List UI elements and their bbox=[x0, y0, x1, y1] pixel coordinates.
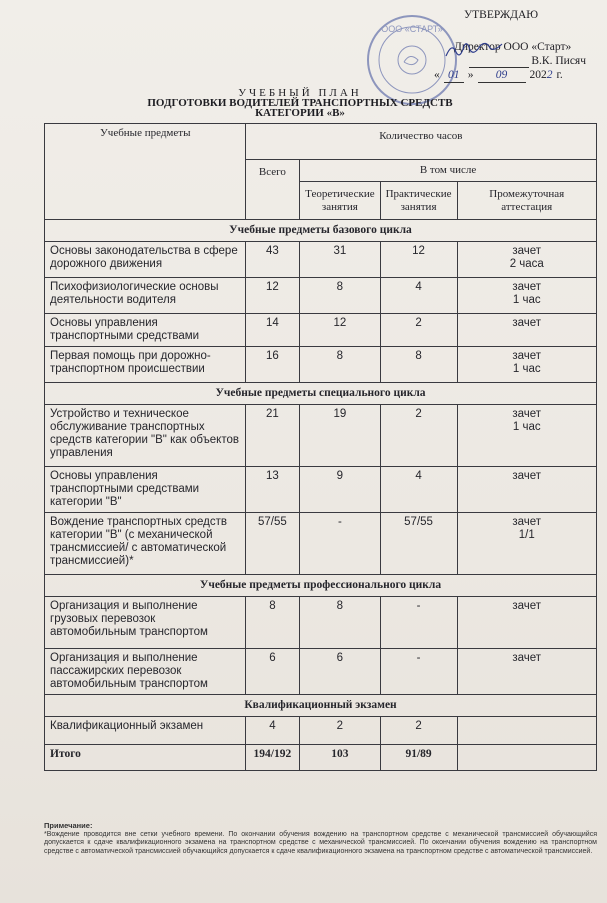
table-row bbox=[45, 649, 597, 695]
hours-practice: - bbox=[380, 649, 457, 695]
attestation-hours: 2 часа bbox=[509, 258, 544, 270]
subject-name: Вождение транспортных средств категории "В" (с механической трансмиссией/ с автоматической трансмиссией)* bbox=[45, 513, 246, 575]
header-practice: Практические занятия bbox=[380, 182, 457, 220]
hours-practice: - bbox=[380, 597, 457, 649]
approval-heading: УТВЕРЖДАЮ bbox=[464, 9, 539, 21]
section-title: Учебные предметы базового цикла bbox=[45, 220, 597, 242]
hours-theory: 12 bbox=[300, 314, 380, 347]
attestation-type: зачет bbox=[512, 245, 542, 257]
header-hours: Количество часов bbox=[245, 124, 596, 160]
header-total: Всего bbox=[245, 160, 300, 220]
subject-name: Первая помощь при дорожно-транспортном происшествии bbox=[45, 347, 246, 383]
hours-practice: 57/55 bbox=[380, 513, 457, 575]
section-header-row bbox=[45, 695, 597, 717]
section-title: Учебные предметы специального цикла bbox=[45, 383, 597, 405]
subject-name: Квалификационный экзамен bbox=[45, 717, 246, 745]
hours-total: 14 bbox=[245, 314, 300, 347]
stamp-text: ООО «СТАРТ» bbox=[381, 24, 443, 34]
date-close-quote: » bbox=[467, 69, 474, 81]
footnote bbox=[44, 822, 597, 856]
total-row bbox=[45, 745, 597, 771]
header-subjects: Учебные предметы bbox=[45, 124, 246, 220]
subject-name: Основы управления транспортными средствами bbox=[45, 314, 246, 347]
hours-theory: 2 bbox=[300, 717, 380, 745]
document-title bbox=[120, 88, 480, 118]
table-row bbox=[45, 242, 597, 278]
date-open-quote: « bbox=[434, 69, 440, 81]
subject-name: Организация и выполнение грузовых перевозок автомобильным транспортом bbox=[45, 597, 246, 649]
hours-practice: 2 bbox=[380, 405, 457, 467]
attestation-type: зачет bbox=[512, 600, 542, 612]
attestation-cell bbox=[457, 717, 597, 745]
attestation-type: зачет bbox=[512, 470, 542, 482]
hours-theory: 9 bbox=[300, 467, 380, 513]
date-year-printed: 202 bbox=[529, 69, 547, 81]
hours-total: 16 bbox=[245, 347, 300, 383]
date-year bbox=[530, 68, 553, 83]
hours-practice: 2 bbox=[380, 717, 457, 745]
table-row bbox=[45, 513, 597, 575]
table-row bbox=[45, 405, 597, 467]
attestation-cell bbox=[457, 347, 597, 383]
hours-practice: 8 bbox=[380, 347, 457, 383]
hours-total: 12 bbox=[245, 278, 300, 314]
footnote-text: *Вождение проводится вне сетки учебного времени. По окончании обучения вождению на транспортном средстве с механической трансмиссией обучающийся допускается к сдаче квалификационного экзамена на транспортном средстве с механической трансмиссией. По окончании обучения вождению на транспортном средстве с автоматической трансмиссией обучающийся допускается к сдаче квалификационного экзамена на транспортном средстве с автоматической трансмиссией. bbox=[44, 831, 597, 855]
title-line-3: КАТЕГОРИИ «В» bbox=[255, 107, 345, 119]
attestation-cell bbox=[457, 513, 597, 575]
table-row bbox=[45, 597, 597, 649]
attestation-cell bbox=[457, 314, 597, 347]
attestation-hours: 1 час bbox=[512, 363, 541, 375]
total-theory: 103 bbox=[300, 745, 380, 771]
hours-theory: 8 bbox=[300, 597, 380, 649]
header-theory: Теоретические занятия bbox=[300, 182, 380, 220]
attestation-cell bbox=[457, 649, 597, 695]
hours-theory: 31 bbox=[300, 242, 380, 278]
attestation-cell bbox=[457, 405, 597, 467]
hours-theory: 6 bbox=[300, 649, 380, 695]
hours-practice: 4 bbox=[380, 467, 457, 513]
attestation-type: зачет bbox=[512, 516, 542, 528]
attestation-hours: 1 час bbox=[512, 294, 541, 306]
title-line-2: ПОДГОТОВКИ ВОДИТЕЛЕЙ ТРАНСПОРТНЫХ СРЕДСТВ bbox=[147, 97, 453, 109]
total-practice: 91/89 bbox=[380, 745, 457, 771]
hours-practice: 4 bbox=[380, 278, 457, 314]
header-attestation: Промежуточная аттестация bbox=[457, 182, 597, 220]
attestation-type: зачет bbox=[512, 408, 542, 420]
attestation-cell bbox=[457, 278, 597, 314]
hours-total: 13 bbox=[245, 467, 300, 513]
hours-theory: 8 bbox=[300, 278, 380, 314]
table-row bbox=[45, 278, 597, 314]
attestation-hours: 1/1 bbox=[518, 529, 535, 541]
attestation-cell bbox=[457, 242, 597, 278]
table-row bbox=[45, 467, 597, 513]
subject-name: Основы законодательства в сфере дорожного движения bbox=[45, 242, 246, 278]
total-attestation bbox=[457, 745, 597, 771]
attestation-type: зачет bbox=[512, 652, 542, 664]
table-row bbox=[45, 717, 597, 745]
hours-total: 6 bbox=[245, 649, 300, 695]
attestation-type: зачет bbox=[512, 317, 542, 329]
hours-theory: - bbox=[300, 513, 380, 575]
total-hours: 194/192 bbox=[245, 745, 300, 771]
attestation-cell bbox=[457, 467, 597, 513]
hours-total: 8 bbox=[245, 597, 300, 649]
hours-theory: 19 bbox=[300, 405, 380, 467]
hours-total: 4 bbox=[245, 717, 300, 745]
approval-signer: В.К. Писяч bbox=[531, 55, 586, 67]
attestation-cell bbox=[457, 597, 597, 649]
hours-practice: 12 bbox=[380, 242, 457, 278]
attestation-type: зачет bbox=[512, 281, 542, 293]
subject-name: Устройство и техническое обслуживание транспортных средств категории "В" как объектов управления bbox=[45, 405, 246, 467]
section-header-row bbox=[45, 383, 597, 405]
hours-theory: 8 bbox=[300, 347, 380, 383]
section-title: Квалификационный экзамен bbox=[45, 695, 597, 717]
approval-date bbox=[400, 68, 600, 83]
title-line-1: УЧЕБНЫЙ ПЛАН bbox=[238, 87, 362, 99]
section-header-row bbox=[45, 220, 597, 242]
attestation-type: зачет bbox=[512, 350, 542, 362]
subject-name: Основы управления транспортными средствами категории "В" bbox=[45, 467, 246, 513]
footnote-heading: Примечание: bbox=[44, 821, 93, 830]
hours-total: 21 bbox=[245, 405, 300, 467]
subject-name: Организация и выполнение пассажирских перевозок автомобильным транспортом bbox=[45, 649, 246, 695]
signature bbox=[444, 40, 504, 60]
hours-total: 43 bbox=[245, 242, 300, 278]
date-day: 01 bbox=[444, 68, 464, 83]
subject-name: Психофизиологические основы деятельности водителя bbox=[45, 278, 246, 314]
total-label: Итого bbox=[45, 745, 246, 771]
date-suffix: г. bbox=[556, 69, 563, 81]
header-including: В том числе bbox=[300, 160, 597, 182]
hours-practice: 2 bbox=[380, 314, 457, 347]
table-row bbox=[45, 314, 597, 347]
section-title: Учебные предметы профессионального цикла bbox=[45, 575, 597, 597]
curriculum-table bbox=[44, 123, 597, 771]
approval-position: Директор ООО «Старт» bbox=[454, 41, 572, 53]
date-year-hand: 2 bbox=[546, 69, 553, 81]
date-month: 09 bbox=[478, 68, 526, 83]
hours-total: 57/55 bbox=[245, 513, 300, 575]
table-row bbox=[45, 347, 597, 383]
section-header-row bbox=[45, 575, 597, 597]
attestation-hours: 1 час bbox=[512, 421, 541, 433]
